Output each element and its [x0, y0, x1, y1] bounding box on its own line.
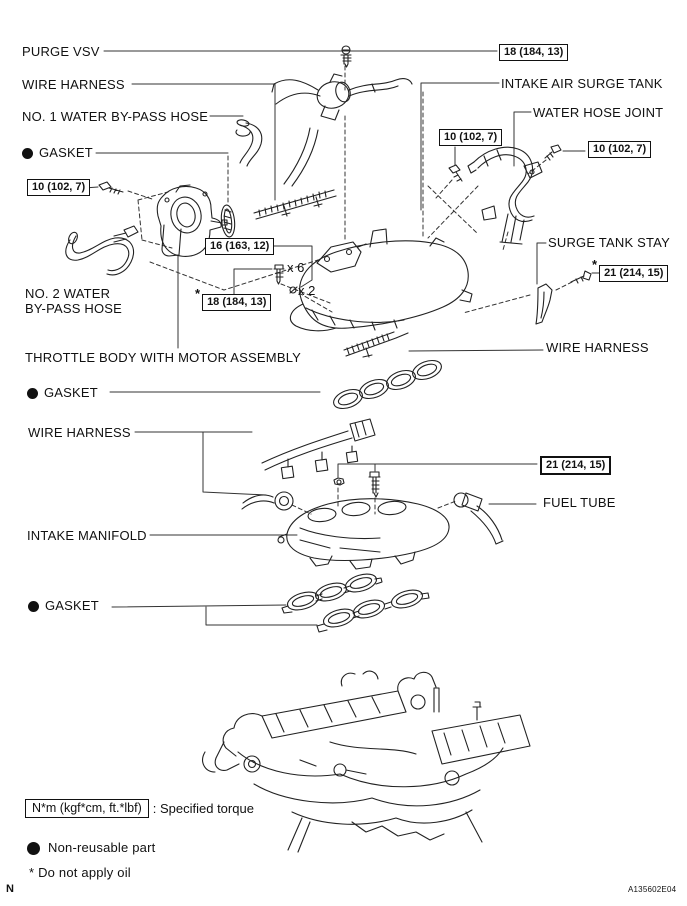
bolt-intake-manifold-drawing	[369, 472, 380, 497]
callout-no2-water-line1: NO. 2 WATER	[25, 286, 111, 301]
torque-callout-21-star	[592, 257, 668, 282]
no2-water-bypass-hose-drawing	[66, 226, 138, 275]
torque-unit-box: N*m (kgf*cm, ft.*lbf)	[25, 799, 149, 818]
wire-harness-1-drawing	[254, 190, 336, 219]
legend-torque	[25, 799, 254, 818]
callout-gasket-3	[28, 599, 99, 613]
fuel-tube-drawing	[454, 493, 503, 544]
callout-gasket-3-text: GASKET	[45, 598, 99, 613]
torque-value-box: 10 (102, 7)	[439, 129, 502, 146]
torque-unit-description: : Specified torque	[152, 801, 254, 816]
torque-callout-21	[538, 456, 611, 475]
bolt-surge-tank-stay-drawing	[571, 271, 591, 283]
engine-assembly-drawing	[203, 671, 530, 852]
page-marker: N	[6, 883, 14, 895]
callout-gasket-1-text: GASKET	[39, 145, 93, 160]
torque-callout-10-mid	[437, 129, 502, 146]
gasket-ring-set-drawing	[331, 357, 444, 412]
torque-value-box: 21 (214, 15)	[540, 456, 611, 475]
callout-throttle-body: THROTTLE BODY WITH MOTOR ASSEMBLY	[25, 350, 302, 365]
surge-tank-stay-drawing	[536, 284, 552, 324]
torque-value-box: 18 (184, 13)	[202, 294, 271, 311]
nut-intake-manifold-drawing	[334, 478, 344, 485]
intake-manifold-drawing	[278, 499, 449, 569]
callout-intake-air-surge-tank: INTAKE AIR SURGE TANK	[501, 76, 663, 91]
legend-non-reusable	[27, 841, 155, 855]
callout-gasket-2	[27, 386, 98, 400]
torque-callout-16	[203, 238, 274, 255]
non-reusable-dot-icon	[28, 601, 39, 612]
legend-non-reusable-text: Non-reusable part	[48, 840, 156, 855]
torque-value-box: 21 (214, 15)	[599, 265, 668, 282]
torque-callout-18-star	[195, 286, 271, 311]
gasket-strip-lower-drawing	[317, 587, 429, 632]
quantity-x6: x 6	[287, 260, 305, 275]
callout-surge-tank-stay: SURGE TANK STAY	[548, 235, 670, 250]
callout-no1-water-bypass-hose: NO. 1 WATER BY-PASS HOSE	[22, 109, 209, 124]
callout-wire-harness-2: WIRE HARNESS	[546, 340, 649, 355]
leader-lines	[84, 51, 599, 625]
torque-callout-10-left	[25, 179, 90, 196]
gasket-strip-upper-drawing	[282, 571, 382, 614]
callout-purge-vsv: PURGE VSV	[22, 44, 100, 59]
torque-value-box: 10 (102, 7)	[588, 141, 651, 158]
bolt-surge-tank-right-drawing	[545, 145, 561, 160]
legend-no-oil: * Do not apply oil	[29, 865, 131, 880]
torque-callout-10-right	[586, 141, 651, 158]
torque-value-box: 18 (184, 13)	[499, 44, 568, 61]
callout-gasket-1	[22, 146, 93, 160]
callout-wire-harness-1: WIRE HARNESS	[22, 77, 125, 92]
screw-x6-drawing	[274, 265, 284, 284]
non-reusable-dot-icon	[27, 388, 38, 399]
figure-code: A135602E04	[628, 885, 677, 894]
water-hose-joint-drawing	[468, 147, 542, 244]
intake-air-surge-tank-drawing	[290, 229, 472, 331]
asterisk-marker: *	[195, 286, 201, 301]
callout-no2-water-line2: BY-PASS HOSE	[25, 301, 123, 316]
torque-callout-18-top	[497, 44, 568, 61]
screw-x2-drawing	[290, 287, 297, 293]
torque-value-box: 10 (102, 7)	[27, 179, 90, 196]
bolt-throttle-left-drawing	[99, 182, 123, 194]
quantity-x2: x 2	[298, 283, 316, 298]
wire-harness-2-drawing	[344, 332, 408, 357]
callout-water-hose-joint: WATER HOSE JOINT	[533, 105, 664, 120]
torque-value-box: 16 (163, 12)	[205, 238, 274, 255]
asterisk-marker: *	[592, 257, 598, 272]
callout-wire-harness-3: WIRE HARNESS	[28, 425, 131, 440]
purge-vsv-drawing	[272, 74, 412, 186]
no1-water-bypass-hose-drawing	[236, 119, 262, 166]
callout-intake-manifold: INTAKE MANIFOLD	[27, 528, 147, 543]
non-reusable-dot-icon	[27, 842, 40, 855]
callout-gasket-2-text: GASKET	[44, 385, 98, 400]
mounting-screw-top-drawing	[341, 46, 351, 67]
bolt-surge-tank-left-drawing	[449, 165, 462, 181]
non-reusable-dot-icon	[22, 148, 33, 159]
callout-fuel-tube: FUEL TUBE	[543, 495, 616, 510]
